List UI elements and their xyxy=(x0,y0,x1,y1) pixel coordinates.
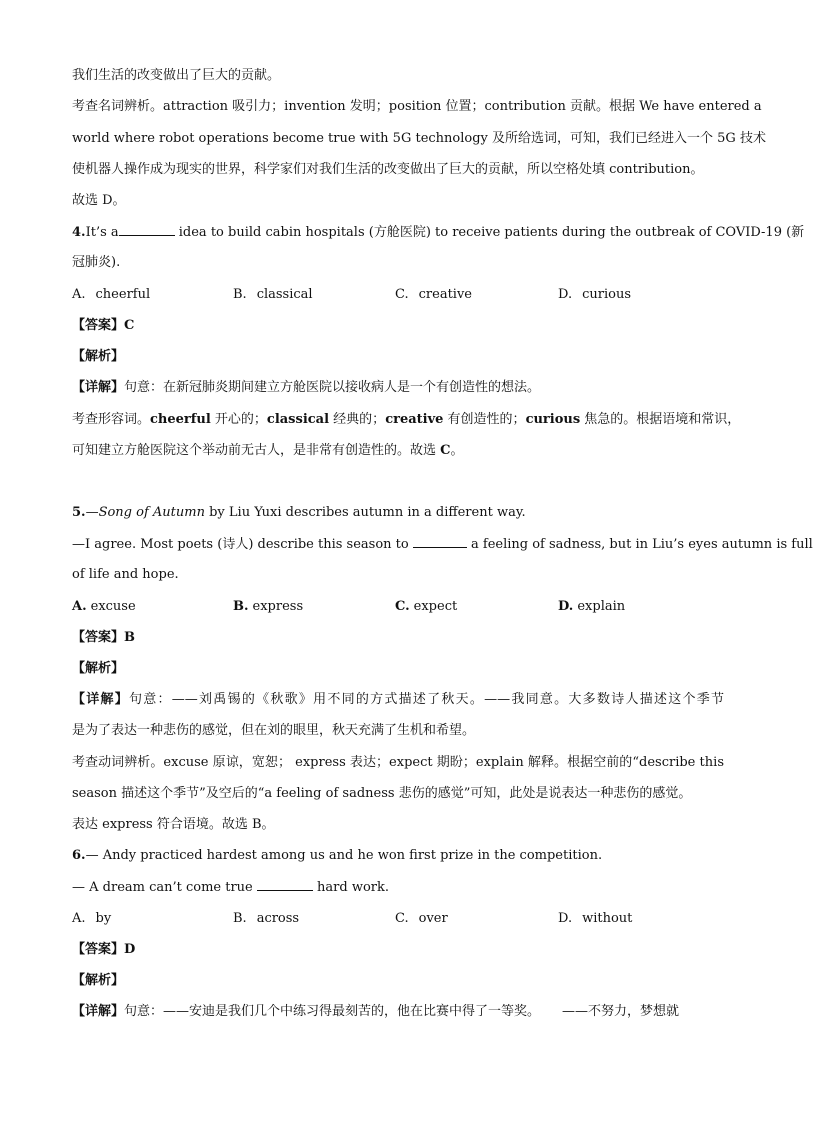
answer-label: 【答案】 xyxy=(72,942,125,957)
q4-stem-line-2: 冠肺炎). xyxy=(72,255,121,270)
q6-option-d: D. without xyxy=(558,911,633,926)
q5-option-a: A. excuse xyxy=(72,599,136,614)
q6-option-a: A. by xyxy=(72,911,112,926)
q5-answer xyxy=(72,629,724,647)
q5-exam-line-2: season 描述这个季节”及空后的“a feeling of sadness 悲伤的感觉”可知，此处是说表达一种悲伤的感觉。 xyxy=(72,786,692,801)
detail-text: 句意：在新冠肺炎期间建立方舱医院以接收病人是一个有创造性的想法。 xyxy=(124,380,541,395)
answer-label: 【答案】 xyxy=(72,318,125,333)
q4-exam-line-2: 可知建立方舱医院这个举动前无古人，是非常有创造性的。故选 C。 xyxy=(72,443,464,458)
answer-value: B xyxy=(124,630,136,645)
q5-stem-line-2: —I agree. Most poets (诗人) describe this season to a feeling of sadness, but in Liu’s eyes autumn is full xyxy=(72,537,813,552)
q4-option-b: B. classical xyxy=(233,287,313,302)
q5-option-b: B. express xyxy=(233,599,304,614)
q3-explanation-line-5: 故选 D。 xyxy=(72,193,126,208)
q4-blank xyxy=(119,223,175,236)
q4-options xyxy=(72,286,724,304)
q6-options xyxy=(72,910,724,928)
q6-number: 6. xyxy=(72,848,86,863)
q4-option-d: D. curious xyxy=(558,287,631,302)
q5-stem-line-1: 5.—Song of Autumn by Liu Yuxi describes autumn in a different way. xyxy=(72,505,526,520)
q5-exam-line-3: 表达 express 符合语境。故选 B。 xyxy=(72,817,275,832)
answer-value: C xyxy=(124,318,135,333)
q4-exam-line-1: 考查形容词。cheerful 开心的；classical 经典的；creative 有创造性的；curious 焦急的。根据语境和常识， xyxy=(72,412,741,427)
q4-option-a: A. cheerful xyxy=(72,287,151,302)
answer-value: D xyxy=(124,942,136,957)
q5-analysis-label: 【解析】 xyxy=(72,661,125,676)
q6-stem-line-1: 6.— Andy practiced hardest among us and he won first prize in the competition. xyxy=(72,848,603,863)
answer-label: 【答案】 xyxy=(72,630,125,645)
q3-explanation-line-2: 考查名词辨析。attraction 吸引力；invention 发明；position 位置；contribution 贡献。根据 We have entered a xyxy=(72,99,762,114)
q6-answer xyxy=(72,941,724,959)
detail-label: 【详解】 xyxy=(72,692,130,707)
q5-detail-line-1: 【详解】句意：——刘禹锡的《秋歌》用不同的方式描述了秋天。——我同意。大多数诗人描述这个季节 xyxy=(72,692,724,707)
q5-number: 5. xyxy=(72,505,86,520)
q5-detail-line-2: 是为了表达一种悲伤的感觉，但在刘的眼里，秋天充满了生机和希望。 xyxy=(72,723,476,738)
q5-option-d: D. explain xyxy=(558,599,626,614)
q6-analysis-label: 【解析】 xyxy=(72,973,125,988)
detail-label: 【详解】 xyxy=(72,380,125,395)
q4-answer xyxy=(72,317,724,335)
q3-explanation-line-4: 使机器人操作成为现实的世界，科学家们对我们生活的改变做出了巨大的贡献，所以空格处填 contribution。 xyxy=(72,162,704,177)
q5-exam-line-1: 考查动词辨析。excuse 原谅，宽恕； express 表达；expect 期盼；explain 解释。根据空前的“describe this xyxy=(72,755,724,770)
q4-stem-line-1 xyxy=(72,223,805,242)
q5-blank xyxy=(413,535,467,548)
q6-blank xyxy=(257,878,313,891)
q4-stem-pre: It’s a xyxy=(85,225,119,240)
q3-explanation-line-3: world where robot operations become true with 5G technology 及所给选词，可知，我们已经进入一个 5G 技术 xyxy=(72,131,766,146)
detail-label: 【详解】 xyxy=(72,1004,125,1019)
q4-detail xyxy=(72,379,724,397)
q6-option-c: C. over xyxy=(395,911,448,926)
q5-song-title: Song of Autumn xyxy=(98,505,205,520)
q3-explanation-line-1: 我们生活的改变做出了巨大的贡献。 xyxy=(72,68,281,83)
q4-analysis-label: 【解析】 xyxy=(72,349,125,364)
q6-detail: 【详解】句意：——安迪是我们几个中练习得最刻苦的，他在比赛中得了一等奖。 ——不努力，梦想就 xyxy=(72,1004,680,1019)
q6-option-b: B. across xyxy=(233,911,300,926)
q5-options xyxy=(72,598,724,616)
q4-number: 4. xyxy=(72,225,86,240)
q4-stem-post: idea to build cabin hospitals (方舱医院) to receive patients during the outbreak of COVID-19 (新 xyxy=(174,225,805,240)
q4-option-c: C. creative xyxy=(395,287,472,302)
q5-option-c: C. expect xyxy=(395,599,458,614)
q6-stem-line-2: — A dream can’t come true hard work. xyxy=(72,880,389,895)
q5-stem-line-3: of life and hope. xyxy=(72,567,179,582)
